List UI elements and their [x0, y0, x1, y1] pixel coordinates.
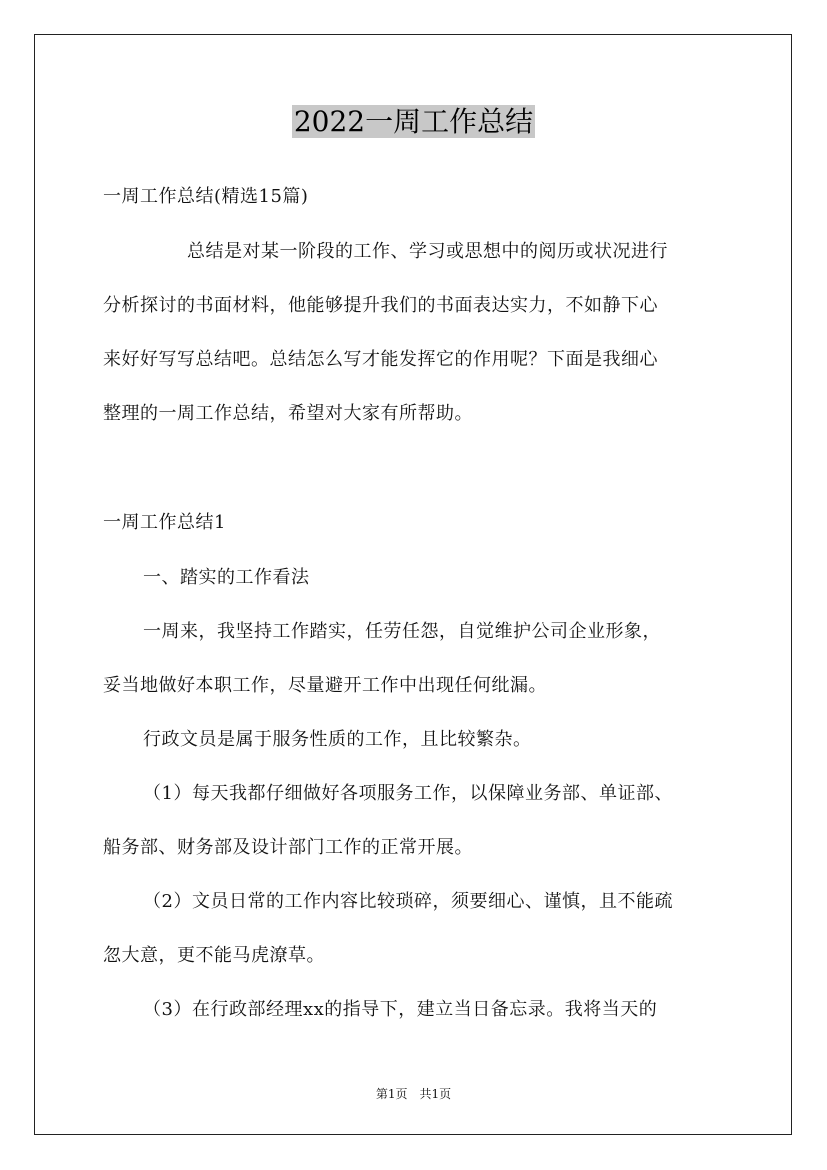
section-title: 一周工作总结1 — [103, 512, 226, 533]
intro-line: 整理的一周工作总结，希望对大家有所帮助。 — [103, 403, 473, 424]
page-footer: 第1页 共1页 — [375, 1087, 452, 1101]
subtitle: 一周工作总结(精选15篇) — [103, 186, 309, 207]
intro-line: 来好好写写总结吧。总结怎么写才能发挥它的作用呢？下面是我细心 — [103, 349, 658, 370]
intro-line: 分析探讨的书面材料，他能够提升我们的书面表达实力，不如静下心 — [103, 295, 658, 316]
body-line: 忽大意，更不能马虎潦草。 — [103, 945, 325, 966]
document-title — [0, 100, 827, 140]
body-line: 妥当地做好本职工作，尽量避开工作中出现任何纰漏。 — [103, 675, 547, 696]
title-text: 2022一周工作总结 — [293, 105, 534, 138]
intro-line: 总结是对某一阶段的工作、学习或思想中的阅历或状况进行 — [187, 241, 668, 262]
body-line: 一周来，我坚持工作踏实，任劳任怨，自觉维护公司企业形象， — [143, 621, 661, 642]
body-line: （3）在行政部经理xx的指导下，建立当日备忘录。我将当天的 — [143, 999, 658, 1020]
section-heading: 一、踏实的工作看法 — [143, 567, 310, 588]
body-line: 行政文员是属于服务性质的工作，且比较繁杂。 — [143, 729, 532, 750]
body-line: 船务部、财务部及设计部门工作的正常开展。 — [103, 837, 473, 858]
body-line: （2）文员日常的工作内容比较琐碎，须要细心、谨慎，且不能疏 — [143, 891, 673, 912]
body-line: （1）每天我都仔细做好各项服务工作，以保障业务部、单证部、 — [143, 783, 673, 804]
